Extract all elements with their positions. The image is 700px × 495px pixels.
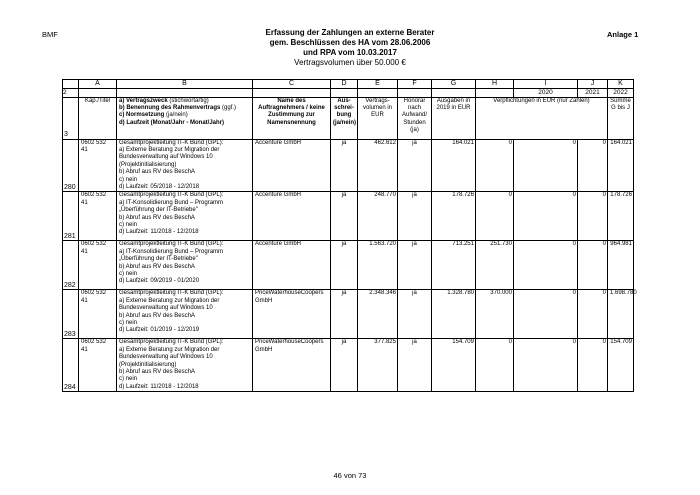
cell-summe: 964.981 bbox=[608, 241, 634, 290]
cell-kap-titel: 0602 532 41 bbox=[79, 290, 117, 339]
empty-cell bbox=[331, 89, 358, 98]
table-row bbox=[63, 139, 634, 192]
header-ausgaben-2019: Ausgaben in 2019 in EUR bbox=[432, 97, 476, 139]
cell-volume: 1.563.720 bbox=[358, 241, 398, 290]
year-2021: 2021 bbox=[578, 89, 608, 98]
header-vertragszweck bbox=[117, 97, 253, 139]
payments-table bbox=[62, 79, 637, 392]
cell-ausgaben-2019: 178.726 bbox=[432, 192, 476, 241]
desc-line: d) Laufzeit: 11/2018 - 12/2018 bbox=[119, 383, 199, 390]
header-ausschreibung: Aus-schrei-bung (ja/nein) bbox=[331, 97, 358, 139]
empty-cell bbox=[253, 89, 331, 98]
cell-description bbox=[117, 241, 253, 290]
cell-ausgaben-2019: 154.709 bbox=[432, 339, 476, 392]
desc-line: a) IT-Konsolidierung Bund – Programm „Überführung der IT-Betriebe" bbox=[119, 248, 224, 263]
table-row bbox=[63, 192, 634, 241]
cell-ausgaben-2019: 164.021 bbox=[432, 139, 476, 192]
cell-verpflichtung-j: 0 bbox=[578, 139, 608, 192]
header-row bbox=[63, 97, 634, 139]
row-number: 282 bbox=[63, 241, 79, 290]
header-b2: b) Benennung des Rahmenvertrags bbox=[119, 104, 221, 111]
empty-cell bbox=[398, 89, 432, 98]
cell-contractor: PriceWaterhouseCoopers GmbH bbox=[253, 290, 331, 339]
corner-cell bbox=[63, 80, 79, 89]
year-2022: 2022 bbox=[608, 89, 634, 98]
cell-volume: 2.348.346 bbox=[358, 290, 398, 339]
cell-verpflichtung-h: 251.730 bbox=[476, 241, 514, 290]
header-honorar: Honorar nach Aufwand/ Stunden (ja) bbox=[398, 97, 432, 139]
empty-cell bbox=[79, 89, 117, 98]
desc-line: Gesamtprojektleitung IT-K Bund (GPL): bbox=[119, 290, 224, 297]
cell-contractor: Accenture GmbH bbox=[253, 241, 331, 290]
cell-contractor: Accenture GmbH bbox=[253, 139, 331, 192]
row-number: 280 bbox=[63, 139, 79, 192]
desc-line: c) nein bbox=[119, 270, 138, 277]
desc-line: a) Externe Beratung zur Migration der Bundesverwaltung auf Windows 10 bbox=[119, 297, 220, 312]
desc-line: a) Externe Beratung zur Migration der Bundesverwaltung auf Windows 10 (Projektinitialisierung) bbox=[119, 346, 220, 368]
cell-ausschreibung: ja bbox=[331, 290, 358, 339]
desc-line: b) Abruf aus RV des BeschA bbox=[119, 169, 195, 176]
cell-kap-titel: 0602 532 41 bbox=[79, 192, 117, 241]
cell-summe: 154.709 bbox=[608, 339, 634, 392]
desc-line: b) Abruf aus RV des BeschA bbox=[119, 312, 195, 319]
cell-verpflichtung-i: 0 bbox=[514, 241, 578, 290]
header-kap-titel: Kap./Titel bbox=[79, 97, 117, 139]
cell-verpflichtung-h: 370.000 bbox=[476, 290, 514, 339]
desc-line: d) Laufzeit: 01/2019 - 12/2019 bbox=[119, 327, 200, 334]
empty-cell bbox=[432, 89, 476, 98]
cell-ausgaben-2019: 1.328.780 bbox=[432, 290, 476, 339]
cell-verpflichtung-j: 0 bbox=[578, 192, 608, 241]
cell-verpflichtung-h: 0 bbox=[476, 192, 514, 241]
cell-description bbox=[117, 192, 253, 241]
cell-honorar: ja bbox=[398, 339, 432, 392]
col-letter-a: A bbox=[79, 80, 117, 89]
cell-ausschreibung: ja bbox=[331, 192, 358, 241]
desc-line: d) Laufzeit: 09/2019 - 01/2020 bbox=[119, 278, 200, 285]
cell-description bbox=[117, 290, 253, 339]
cell-honorar: ja bbox=[398, 290, 432, 339]
col-letter-k: K bbox=[608, 80, 634, 89]
desc-line: b) Abruf aus RV des BeschA bbox=[119, 214, 195, 221]
annex-label: Anlage 1 bbox=[607, 30, 639, 39]
desc-line: a) Externe Beratung zur Migration der Bundesverwaltung auf Windows 10 (Projektinitialisierung) bbox=[119, 146, 220, 168]
cell-contractor: PriceWaterhouseCoopers GmbH bbox=[253, 339, 331, 392]
cell-verpflichtung-h: 0 bbox=[476, 139, 514, 192]
header-vertragsvolumen: Vertrags-volumen in EUR bbox=[358, 97, 398, 139]
table-row bbox=[63, 339, 634, 392]
desc-line: b) Abruf aus RV des BeschA bbox=[119, 263, 195, 270]
year-2020: 2020 bbox=[514, 89, 578, 98]
title-line-3: und RPA vom 10.03.2017 bbox=[303, 48, 397, 57]
cell-honorar: ja bbox=[398, 139, 432, 192]
header-b2-suffix: (ggf.) bbox=[222, 104, 237, 111]
cell-description bbox=[117, 339, 253, 392]
header-auftragnehmer: Name des Auftragnehmers / keine Zustimmung zur Namensnennung bbox=[253, 97, 331, 139]
cell-verpflichtung-i: 0 bbox=[514, 192, 578, 241]
desc-line: b) Abruf aus RV des BeschA bbox=[119, 368, 195, 375]
col-letter-g: G bbox=[432, 80, 476, 89]
header-b4: d) Laufzeit (Monat/Jahr - Monat/Jahr) bbox=[119, 119, 224, 126]
col-letter-f: F bbox=[398, 80, 432, 89]
cell-ausschreibung: ja bbox=[331, 339, 358, 392]
header-summe: Summe G bis J bbox=[608, 97, 634, 139]
desc-line: Gesamtprojektleitung IT-K Bund (GPL): bbox=[119, 339, 224, 346]
empty-cell bbox=[117, 89, 253, 98]
cell-kap-titel: 0602 532 41 bbox=[79, 139, 117, 192]
cell-volume: 248.770 bbox=[358, 192, 398, 241]
empty-cell bbox=[358, 89, 398, 98]
col-letter-i: I bbox=[514, 80, 578, 89]
cell-verpflichtung-j: 0 bbox=[578, 290, 608, 339]
desc-line: a) IT-Konsolidierung Bund – Programm „Überführung der IT-Betriebe" bbox=[119, 199, 224, 214]
title-line-4: Vertragsvolumen über 50.000 € bbox=[294, 58, 406, 67]
cell-verpflichtung-j: 0 bbox=[578, 241, 608, 290]
cell-kap-titel: 0602 532 41 bbox=[79, 241, 117, 290]
col-letter-e: E bbox=[358, 80, 398, 89]
document-title bbox=[200, 28, 500, 68]
column-letter-row bbox=[63, 80, 634, 89]
cell-verpflichtung-i: 0 bbox=[514, 290, 578, 339]
desc-line: c) nein bbox=[119, 176, 138, 183]
table-row bbox=[63, 290, 634, 339]
desc-line: Gesamtprojektleitung IT-K Bund (GPL): bbox=[119, 139, 224, 146]
cell-volume: 462.612 bbox=[358, 139, 398, 192]
cell-kap-titel: 0602 532 41 bbox=[79, 339, 117, 392]
cell-summe: 1.698.780 bbox=[608, 290, 634, 339]
cell-summe: 178.726 bbox=[608, 192, 634, 241]
cell-honorar: ja bbox=[398, 241, 432, 290]
col-letter-j: J bbox=[578, 80, 608, 89]
col-letter-c: C bbox=[253, 80, 331, 89]
table-row bbox=[63, 241, 634, 290]
empty-cell bbox=[476, 89, 514, 98]
header-verpflichtungen: Verpflichtungen in EUR (nur Zahlen) bbox=[476, 97, 608, 139]
page-number: 46 von 73 bbox=[333, 471, 367, 480]
desc-line: Gesamtprojektleitung IT-K Bund (GPL): bbox=[119, 192, 224, 199]
desc-line: Gesamtprojektleitung IT-K Bund (GPL): bbox=[119, 241, 224, 248]
desc-line: c) nein bbox=[119, 376, 138, 383]
row-number: 2 bbox=[63, 89, 79, 98]
col-letter-b: B bbox=[117, 80, 253, 89]
cell-ausgaben-2019: 713.251 bbox=[432, 241, 476, 290]
cell-ausschreibung: ja bbox=[331, 241, 358, 290]
header-b1: a) Vertragszweck bbox=[119, 97, 168, 104]
cell-verpflichtung-i: 0 bbox=[514, 339, 578, 392]
row-number: 3 bbox=[63, 97, 79, 139]
cell-verpflichtung-h: 0 bbox=[476, 339, 514, 392]
header-b3: c) Normsetzung bbox=[119, 112, 165, 119]
header-b3-suffix: (ja/nein) bbox=[166, 112, 188, 119]
col-letter-h: H bbox=[476, 80, 514, 89]
desc-line: d) Laufzeit: 11/2018 - 12/2018 bbox=[119, 229, 199, 236]
desc-line: d) Laufzeit: 05/2018 - 12/2018 bbox=[119, 183, 200, 190]
desc-line: c) nein bbox=[119, 319, 138, 326]
row-number: 284 bbox=[63, 339, 79, 392]
cell-ausschreibung: ja bbox=[331, 139, 358, 192]
cell-description bbox=[117, 139, 253, 192]
cell-contractor: Accenture GmbH bbox=[253, 192, 331, 241]
header-b1-suffix: (stichwortartig) bbox=[169, 97, 209, 104]
title-line-1: Erfassung der Zahlungen an externe Berater bbox=[265, 28, 435, 37]
cell-honorar: ja bbox=[398, 192, 432, 241]
cell-verpflichtung-i: 0 bbox=[514, 139, 578, 192]
year-row bbox=[63, 89, 634, 98]
document-code: BMF bbox=[42, 30, 58, 39]
title-line-2: gem. Beschlüssen des HA vom 28.06.2006 bbox=[269, 38, 431, 47]
row-number: 281 bbox=[63, 192, 79, 241]
row-number: 283 bbox=[63, 290, 79, 339]
desc-line: c) nein bbox=[119, 221, 138, 228]
col-letter-d: D bbox=[331, 80, 358, 89]
cell-summe: 164.021 bbox=[608, 139, 634, 192]
cell-verpflichtung-j: 0 bbox=[578, 339, 608, 392]
cell-volume: 377.825 bbox=[358, 339, 398, 392]
